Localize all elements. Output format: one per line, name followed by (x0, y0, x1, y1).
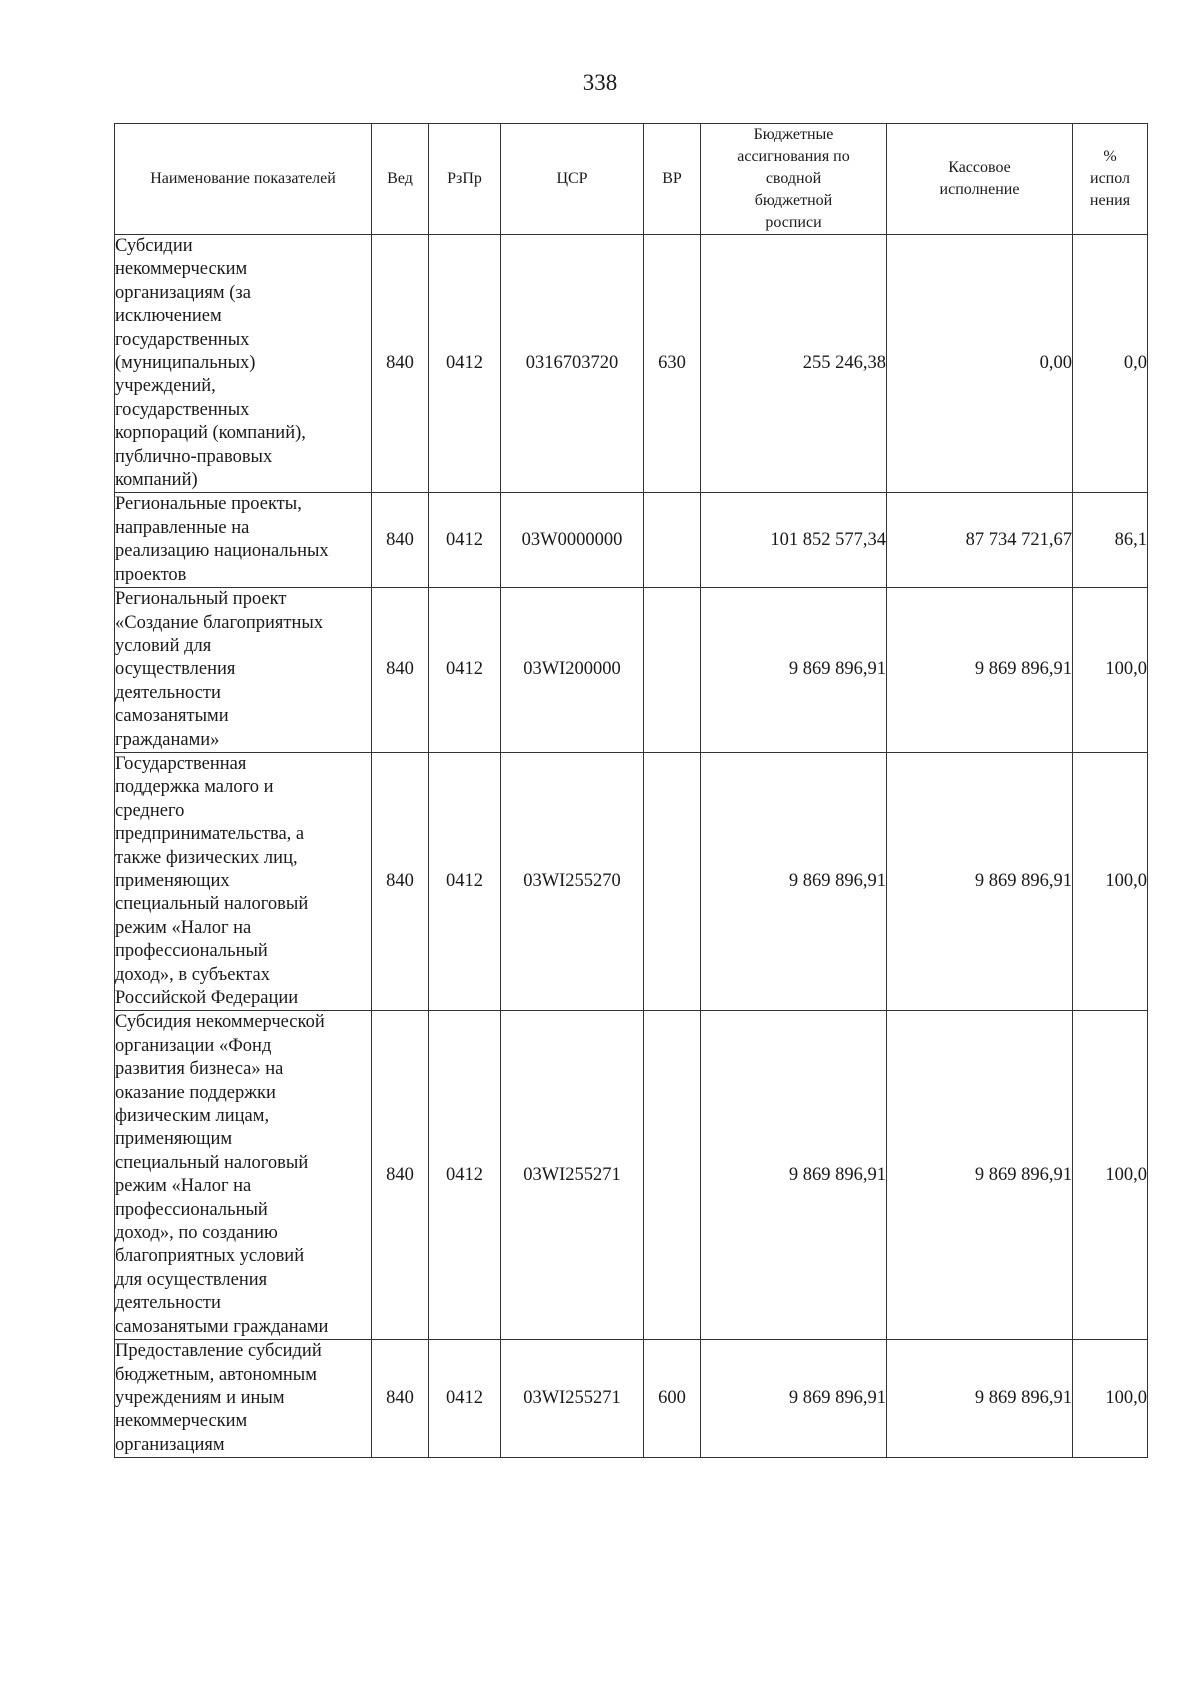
row-name: Региональные проекты, направленные на реализацию национальных проектов (115, 493, 372, 588)
row-ved: 840 (372, 1011, 429, 1340)
row-ved: 840 (372, 235, 429, 493)
budget-execution-table (114, 123, 1148, 1458)
row-vr (644, 1011, 701, 1340)
row-csr: 0316703720 (501, 235, 644, 493)
row-rzpr: 0412 (429, 752, 501, 1010)
row-ved: 840 (372, 588, 429, 753)
header-csr: ЦСР (501, 124, 644, 235)
table-row (115, 493, 1148, 588)
row-csr: 03WI255270 (501, 752, 644, 1010)
row-percent-execution: 100,0 (1073, 752, 1148, 1010)
row-csr: 03W0000000 (501, 493, 644, 588)
row-rzpr: 0412 (429, 588, 501, 753)
row-csr: 03WI255271 (501, 1011, 644, 1340)
row-name: Региональный проект «Создание благоприятных условий для осуществления деятельности самозанятыми гражданами» (115, 588, 372, 753)
row-name: Субсидия некоммерческой организации «Фонд развития бизнеса» на оказание поддержки физическим лицам, применяющим специальный налоговый режим «Налог на профессиональный доход», по созданию благоприятных условий для осуществления деятельности самозанятыми гражданами (115, 1011, 372, 1340)
table-row (115, 1340, 1148, 1458)
row-percent-execution: 0,0 (1073, 235, 1148, 493)
table-row (115, 588, 1148, 753)
row-assignments: 9 869 896,91 (701, 1340, 887, 1458)
row-ved: 840 (372, 493, 429, 588)
row-percent-execution: 100,0 (1073, 588, 1148, 753)
row-percent-execution: 100,0 (1073, 1340, 1148, 1458)
header-name: Наименование показателей (115, 124, 372, 235)
row-assignments: 9 869 896,91 (701, 588, 887, 753)
row-cash-execution: 87 734 721,67 (887, 493, 1073, 588)
row-percent-execution: 100,0 (1073, 1011, 1148, 1340)
row-cash-execution: 9 869 896,91 (887, 1340, 1073, 1458)
row-cash-execution: 9 869 896,91 (887, 752, 1073, 1010)
table-header-row (115, 124, 1148, 235)
row-cash-execution: 9 869 896,91 (887, 588, 1073, 753)
table-row (115, 1011, 1148, 1340)
row-assignments: 9 869 896,91 (701, 1011, 887, 1340)
row-csr: 03WI200000 (501, 588, 644, 753)
row-assignments: 255 246,38 (701, 235, 887, 493)
row-name: Предоставление субсидий бюджетным, автономным учреждениям и иным некоммерческим организациям (115, 1340, 372, 1458)
header-assignments: Бюджетные ассигнования по сводной бюджетной росписи (701, 124, 887, 235)
row-rzpr: 0412 (429, 1340, 501, 1458)
row-rzpr: 0412 (429, 1011, 501, 1340)
header-percent-execution: % испол нения (1073, 124, 1148, 235)
row-rzpr: 0412 (429, 493, 501, 588)
row-name: Субсидии некоммерческим организациям (за исключением государственных (муниципальных) учреждений, государственных корпораций (компаний), публично-правовых компаний) (115, 235, 372, 493)
row-csr: 03WI255271 (501, 1340, 644, 1458)
page-number: 338 (582, 70, 618, 95)
row-cash-execution: 0,00 (887, 235, 1073, 493)
row-vr (644, 752, 701, 1010)
row-rzpr: 0412 (429, 235, 501, 493)
header-cash-execution: Кассовое исполнение (887, 124, 1073, 235)
row-assignments: 9 869 896,91 (701, 752, 887, 1010)
row-ved: 840 (372, 1340, 429, 1458)
row-vr: 630 (644, 235, 701, 493)
header-ved: Вед (372, 124, 429, 235)
row-percent-execution: 86,1 (1073, 493, 1148, 588)
row-vr: 600 (644, 1340, 701, 1458)
row-assignments: 101 852 577,34 (701, 493, 887, 588)
row-ved: 840 (372, 752, 429, 1010)
table-row (115, 235, 1148, 493)
header-rzpr: РзПр (429, 124, 501, 235)
table-row (115, 752, 1148, 1010)
row-name: Государственная поддержка малого и среднего предпринимательства, а также физических лиц, применяющих специальный налоговый режим «Налог на профессиональный доход», в субъектах Российской Федерации (115, 752, 372, 1010)
header-vr: ВР (644, 124, 701, 235)
row-vr (644, 588, 701, 753)
table-body (115, 235, 1148, 1458)
row-vr (644, 493, 701, 588)
row-cash-execution: 9 869 896,91 (887, 1011, 1073, 1340)
